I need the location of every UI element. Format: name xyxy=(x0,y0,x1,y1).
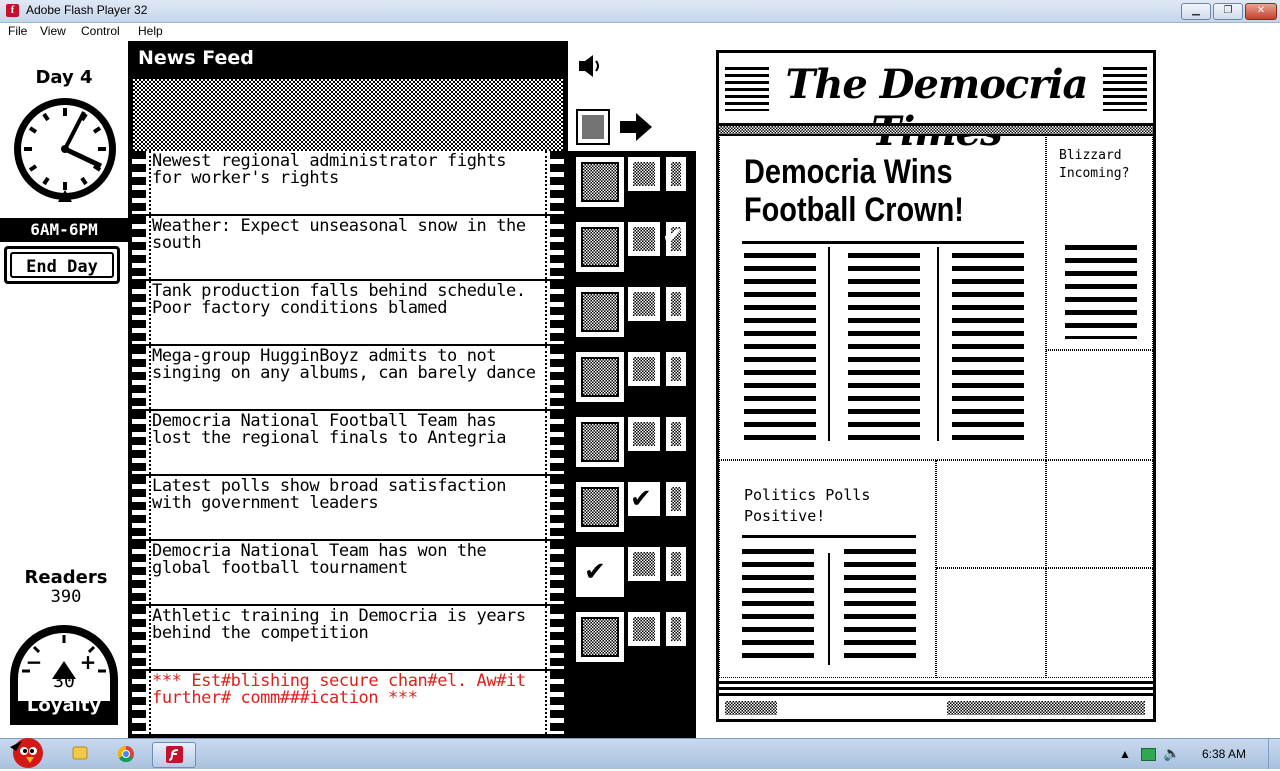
network-icon[interactable] xyxy=(1141,748,1156,761)
gauge-plus-icon: + xyxy=(79,650,97,674)
layout-row xyxy=(568,151,696,214)
news-item-text: *** Est#blishing secure chan#el. Aw#it further# comm###ication *** xyxy=(152,671,526,708)
check-icon: ✔ xyxy=(630,484,652,514)
news-item-text: Latest polls show broad satisfaction with government leaders xyxy=(152,476,507,513)
empty-slot[interactable] xyxy=(936,460,1046,568)
news-item[interactable] xyxy=(132,151,564,214)
start-button-icon[interactable] xyxy=(2,733,50,769)
layout-mid-slot[interactable] xyxy=(628,222,660,256)
masthead xyxy=(719,53,1153,126)
end-day-label: End Day xyxy=(10,252,114,278)
layout-big-slot[interactable] xyxy=(576,157,624,207)
newspaper-footer xyxy=(719,681,1153,719)
layout-mid-slot[interactable] xyxy=(628,352,660,386)
layout-big-slot[interactable] xyxy=(576,417,624,467)
newspaper-preview xyxy=(716,50,1156,722)
check-icon: ✔ xyxy=(584,557,606,587)
layout-mid-slot[interactable] xyxy=(628,157,660,191)
news-item[interactable] xyxy=(132,281,564,344)
main-headline: Democria Wins Football Crown! xyxy=(744,153,964,229)
game-area xyxy=(0,41,1280,738)
layout-mid-slot[interactable] xyxy=(628,612,660,646)
shift-hours: 6AM-6PM xyxy=(0,218,128,242)
layout-small-slot[interactable] xyxy=(666,547,686,581)
layout-row xyxy=(568,216,696,279)
maximize-button[interactable]: ❐ xyxy=(1213,3,1243,20)
main-story-slot[interactable] xyxy=(719,134,1046,460)
layout-small-slot[interactable] xyxy=(666,482,686,516)
gauge-minus-icon: − xyxy=(25,650,43,674)
news-feed-title: News Feed xyxy=(138,47,254,69)
explorer-taskbar-icon[interactable] xyxy=(60,742,100,766)
layout-big-slot[interactable] xyxy=(576,287,624,337)
menu-control[interactable]: Control xyxy=(81,24,120,38)
layout-small-slot[interactable] xyxy=(666,352,686,386)
feed-header-pattern xyxy=(133,79,563,151)
news-item[interactable] xyxy=(132,411,564,474)
layout-big-slot[interactable] xyxy=(576,612,624,662)
layout-mid-slot[interactable] xyxy=(628,417,660,451)
layout-row xyxy=(568,411,696,474)
layout-small-slot[interactable] xyxy=(666,612,686,646)
close-button[interactable]: ✕ xyxy=(1245,3,1277,20)
end-day-button[interactable] xyxy=(4,246,120,284)
layout-big-slot[interactable] xyxy=(576,222,624,272)
loyalty-value: 30 xyxy=(53,671,75,692)
news-item[interactable] xyxy=(132,606,564,669)
news-item-text: Democria National Football Team has lost the regional finals to Antegria xyxy=(152,411,507,448)
speaker-icon[interactable] xyxy=(578,53,602,79)
news-item-text: Democria National Team has won the global football tournament xyxy=(152,541,487,578)
minimize-button[interactable]: ▁ xyxy=(1181,3,1211,20)
side-headline: Blizzard Incoming? xyxy=(1059,148,1130,181)
news-item-text: Tank production falls behind schedule. Poor factory conditions blamed xyxy=(152,281,526,318)
news-item[interactable] xyxy=(132,541,564,604)
loyalty-label: Loyalty xyxy=(26,695,102,716)
layout-small-slot[interactable] xyxy=(666,157,686,191)
volume-icon[interactable]: 🔈 xyxy=(1163,745,1181,761)
side-story-slot[interactable] xyxy=(1046,134,1153,350)
layout-big-slot[interactable] xyxy=(576,482,624,532)
empty-slot[interactable] xyxy=(1046,350,1153,460)
layout-choices xyxy=(568,151,696,738)
clock-icon xyxy=(10,92,120,204)
sub-headline: Politics Polls Positive! xyxy=(744,486,871,525)
layout-row xyxy=(568,541,696,604)
flash-icon: f xyxy=(6,4,19,17)
news-item[interactable] xyxy=(132,346,564,409)
layout-big-slot[interactable] xyxy=(576,352,624,402)
empty-slot[interactable] xyxy=(936,568,1046,678)
layout-row xyxy=(568,476,696,539)
menu-file[interactable]: File xyxy=(8,24,28,38)
menu-view[interactable]: View xyxy=(40,24,66,38)
layout-row xyxy=(568,281,696,344)
news-item-text: Newest regional administrator fights for worker's rights xyxy=(152,151,507,188)
chrome-taskbar-icon[interactable] xyxy=(106,742,146,766)
news-item-text: Athletic training in Democria is years behind the competition xyxy=(152,606,526,643)
menu-bar xyxy=(0,23,1280,41)
layout-row xyxy=(568,606,696,669)
window-title: Adobe Flash Player 32 xyxy=(26,3,148,17)
layout-row xyxy=(568,346,696,409)
menu-help[interactable]: Help xyxy=(138,24,163,38)
newspaper-name: The Democria xyxy=(785,61,1088,108)
taskbar xyxy=(0,738,1280,769)
news-feed xyxy=(128,41,568,738)
news-item-text: Weather: Expect unseasonal snow in the south xyxy=(152,216,526,253)
layout-arrow xyxy=(576,109,656,149)
news-item-text: Mega-group HugginBoyz admits to not singing on any albums, can barely dance xyxy=(152,346,536,383)
empty-slot[interactable] xyxy=(1046,460,1153,568)
clock-time[interactable]: 6:38 AM xyxy=(1202,747,1247,761)
news-item[interactable] xyxy=(132,216,564,279)
flash-taskbar-icon[interactable] xyxy=(152,742,196,768)
layout-mid-slot[interactable] xyxy=(628,547,660,581)
tray-expand-icon[interactable]: ▲ xyxy=(1119,747,1131,761)
layout-mid-slot[interactable] xyxy=(628,287,660,321)
layout-small-slot[interactable] xyxy=(666,287,686,321)
news-item-encrypted[interactable] xyxy=(132,671,564,734)
readers-value: 390 xyxy=(50,587,82,607)
day-label: Day 4 xyxy=(35,67,93,88)
empty-slot[interactable] xyxy=(1046,568,1153,678)
check-icon: ✔ xyxy=(662,222,684,252)
news-item[interactable] xyxy=(132,476,564,539)
readers-label: Readers xyxy=(24,567,108,588)
show-desktop-button[interactable] xyxy=(1268,739,1280,769)
window-titlebar xyxy=(0,0,1280,23)
sub-story-slot[interactable] xyxy=(719,460,936,678)
layout-small-slot[interactable] xyxy=(666,417,686,451)
